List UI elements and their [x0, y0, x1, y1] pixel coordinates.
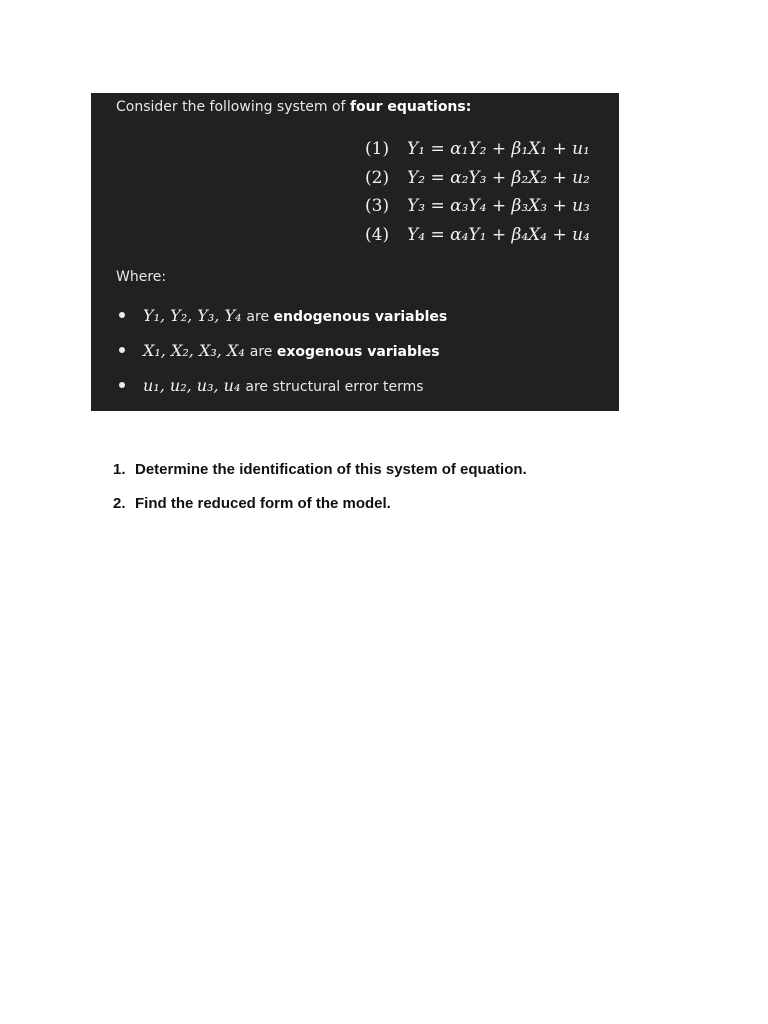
- equation-number: (2): [365, 167, 390, 188]
- intro-prefix: Consider the following system of: [116, 99, 350, 115]
- equation-lhs: Y₁: [407, 139, 426, 159]
- definition-term: exogenous variables: [276, 344, 440, 360]
- definition-item: [119, 333, 447, 368]
- question-number: 2.: [113, 495, 126, 512]
- equals-sign: =: [430, 167, 445, 188]
- equation-rhs: α₄Y₁ + β₄X₄ + u₄: [450, 224, 590, 245]
- definition-math: Y₁, Y₂, Y₃, Y₄: [143, 306, 242, 325]
- definition-item: [119, 298, 447, 333]
- equation-body: [407, 196, 590, 216]
- definition-term: endogenous variables: [273, 309, 448, 325]
- equals-sign: =: [430, 196, 445, 216]
- definition-item: [119, 368, 447, 403]
- equation-row: [365, 192, 590, 221]
- bullet-dot-icon: [119, 347, 125, 353]
- equation-rhs: α₁Y₂ + β₁X₁ + u₁: [450, 139, 590, 159]
- equation-body: [407, 168, 590, 188]
- equation-rhs: α₃Y₄ + β₃X₃ + u₃: [450, 196, 590, 216]
- question-text: Find the reduced form of the model.: [135, 495, 391, 512]
- bullet-dot-icon: [119, 312, 125, 318]
- intro-suffix: :: [465, 99, 472, 115]
- equation-body: [407, 225, 590, 245]
- equation-number: (3): [365, 196, 390, 216]
- equation-lhs: Y₃: [407, 196, 426, 216]
- definition-connector: are structural error terms: [245, 379, 424, 395]
- equals-sign: =: [430, 224, 445, 245]
- equation-rhs: α₂Y₃ + β₂X₂ + u₂: [450, 167, 590, 188]
- definition-math: u₁, u₂, u₃, u₄: [143, 376, 241, 395]
- definition-list: [119, 298, 447, 403]
- intro-text: [116, 99, 471, 115]
- equation-number: (1): [365, 139, 390, 159]
- problem-image-panel: [91, 93, 619, 411]
- definition-math: X₁, X₂, X₃, X₄: [143, 341, 245, 360]
- question-item: [113, 490, 527, 524]
- equation-lhs: Y₂: [407, 167, 426, 188]
- equation-row: [365, 164, 590, 193]
- intro-bold: four equations: [349, 99, 466, 115]
- question-text: Determine the identification of this system of equation.: [135, 461, 527, 478]
- bullet-dot-icon: [119, 382, 125, 388]
- equation-number: (4): [365, 224, 390, 245]
- equation-list: [365, 135, 590, 249]
- definition-connector: are: [246, 309, 274, 325]
- where-label: Where:: [116, 269, 167, 285]
- equation-lhs: Y₄: [407, 224, 426, 245]
- definition-connector: are: [249, 344, 277, 360]
- question-item: [113, 456, 527, 490]
- equation-body: [407, 139, 590, 159]
- question-number: 1.: [113, 461, 126, 478]
- question-list: [113, 456, 527, 524]
- equation-row: [365, 221, 590, 250]
- equation-row: [365, 135, 590, 164]
- equals-sign: =: [430, 139, 445, 159]
